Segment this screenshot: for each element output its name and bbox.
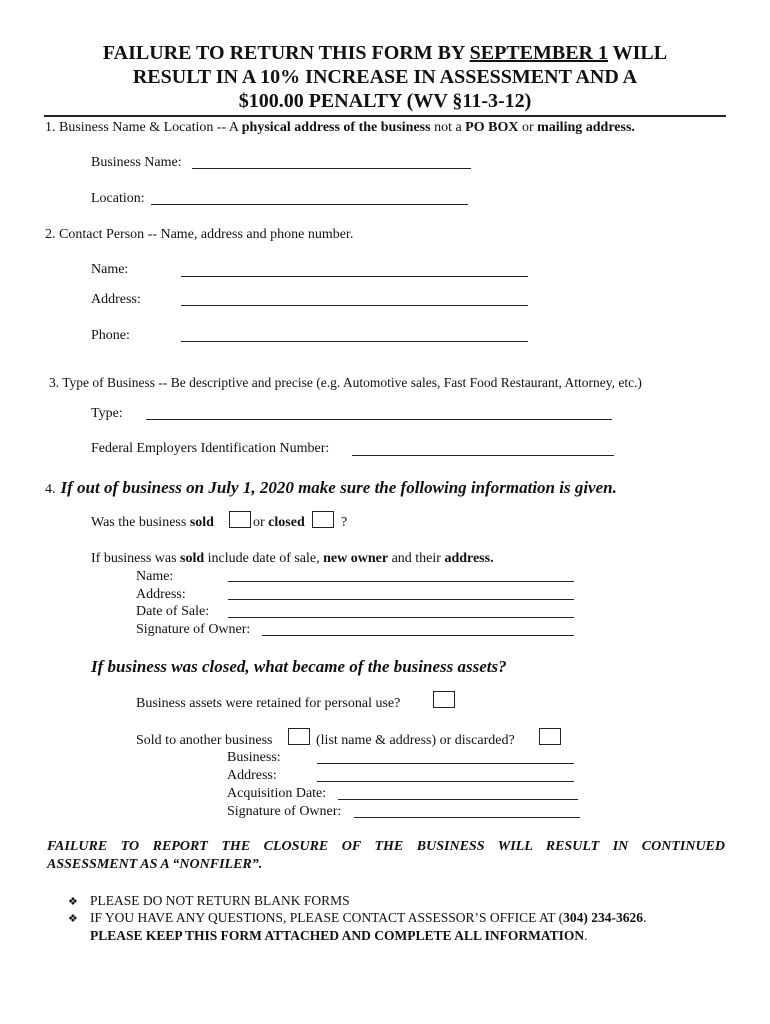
question-mark: ? bbox=[341, 515, 348, 530]
sold-checkbox[interactable] bbox=[229, 511, 251, 528]
section-3-intro: 3. Type of Business -- Be descriptive and precise (e.g. Automotive sales, Fast Food Restaurant, Attorney, etc.) bbox=[49, 375, 642, 390]
note-no-blank-forms: ❖ PLEASE DO NOT RETURN BLANK FORMS bbox=[68, 893, 350, 908]
fein-label: Federal Employers Identification Number: bbox=[91, 441, 330, 456]
assessor-phone: 304) 234-3626 bbox=[563, 910, 643, 925]
contact-address-label: Address: bbox=[91, 292, 141, 307]
business-type-label: Type: bbox=[91, 406, 123, 421]
header-line-3: $100.00 PENALTY (WV §11-3-12) bbox=[238, 90, 532, 112]
note-contact-assessor: ❖ IF YOU HAVE ANY QUESTIONS, PLEASE CONTACT ASSESSOR’S OFFICE AT (304) 234-3626. bbox=[68, 910, 647, 925]
section-4-heading: 4. If out of business on July 1, 2020 make sure the following information is given. bbox=[45, 478, 617, 497]
note-keep-form-attached: PLEASE KEEP THIS FORM ATTACHED AND COMPLETE ALL INFORMATION. bbox=[90, 928, 588, 943]
sold-or-closed-question: Was the business sold bbox=[91, 515, 214, 530]
acquisition-signature-field[interactable] bbox=[354, 817, 580, 818]
new-owner-address-field[interactable] bbox=[228, 599, 574, 600]
closed-business-heading: If business was closed, what became of the business assets? bbox=[91, 657, 507, 676]
date-of-sale-label: Date of Sale: bbox=[136, 604, 210, 619]
discarded-label: (list name & address) or discarded? bbox=[316, 733, 515, 748]
closure-warning-line-1: FAILURE TO REPORT THE CLOSURE OF THE BUSINESS WILL RESULT IN CONTINUED bbox=[47, 839, 725, 854]
sale-signature-label: Signature of Owner: bbox=[136, 622, 251, 637]
acquiring-business-label: Business: bbox=[227, 750, 281, 765]
sold-info-instructions: If business was sold include date of sale, new owner and their address. bbox=[91, 551, 494, 566]
business-name-label: Business Name: bbox=[91, 155, 182, 170]
location-label: Location: bbox=[91, 191, 145, 206]
new-owner-name-field[interactable] bbox=[228, 581, 574, 582]
acquisition-signature-label: Signature of Owner: bbox=[227, 804, 342, 819]
discarded-checkbox[interactable] bbox=[539, 728, 561, 745]
closed-checkbox[interactable] bbox=[312, 511, 334, 528]
contact-name-label: Name: bbox=[91, 262, 129, 277]
new-owner-address-label: Address: bbox=[136, 587, 186, 602]
header-line-1: FAILURE TO RETURN THIS FORM BY SEPTEMBER 1 WILL bbox=[102, 42, 668, 64]
date-of-sale-field[interactable] bbox=[228, 617, 574, 618]
acquisition-date-label: Acquisition Date: bbox=[227, 786, 327, 801]
diamond-bullet-icon: ❖ bbox=[68, 913, 78, 925]
new-owner-name-label: Name: bbox=[136, 569, 174, 584]
acquiring-address-label: Address: bbox=[227, 768, 277, 783]
diamond-bullet-icon: ❖ bbox=[68, 896, 78, 908]
acquisition-date-field[interactable] bbox=[338, 799, 578, 800]
section-2-intro: 2. Contact Person -- Name, address and phone number. bbox=[45, 227, 354, 242]
business-type-field[interactable] bbox=[146, 419, 612, 420]
section-1-intro: 1. Business Name & Location -- A physical address of the business not a PO BOX or mailing address. bbox=[45, 120, 635, 135]
business-name-field[interactable] bbox=[192, 168, 471, 169]
acquiring-address-field[interactable] bbox=[317, 781, 574, 782]
contact-address-field[interactable] bbox=[181, 305, 528, 306]
or-closed-text: or closed bbox=[253, 515, 305, 530]
header-line-2: RESULT IN A 10% INCREASE IN ASSESSMENT AND A bbox=[132, 66, 638, 88]
fein-field[interactable] bbox=[352, 455, 614, 456]
contact-phone-field[interactable] bbox=[181, 341, 528, 342]
closure-warning-line-2: ASSESSMENT AS A “NONFILER”. bbox=[47, 857, 263, 872]
assets-retained-label: Business assets were retained for personal use? bbox=[136, 696, 401, 711]
acquiring-business-field[interactable] bbox=[317, 763, 574, 764]
assets-retained-checkbox[interactable] bbox=[433, 691, 455, 708]
deadline-date: SEPTEMBER 1 bbox=[469, 42, 608, 64]
sold-another-business-checkbox[interactable] bbox=[288, 728, 310, 745]
sold-another-business-label: Sold to another business bbox=[136, 733, 273, 748]
contact-phone-label: Phone: bbox=[91, 328, 130, 343]
location-field[interactable] bbox=[151, 204, 468, 205]
header-divider bbox=[44, 115, 726, 117]
contact-name-field[interactable] bbox=[181, 276, 528, 277]
sale-signature-field[interactable] bbox=[262, 635, 574, 636]
